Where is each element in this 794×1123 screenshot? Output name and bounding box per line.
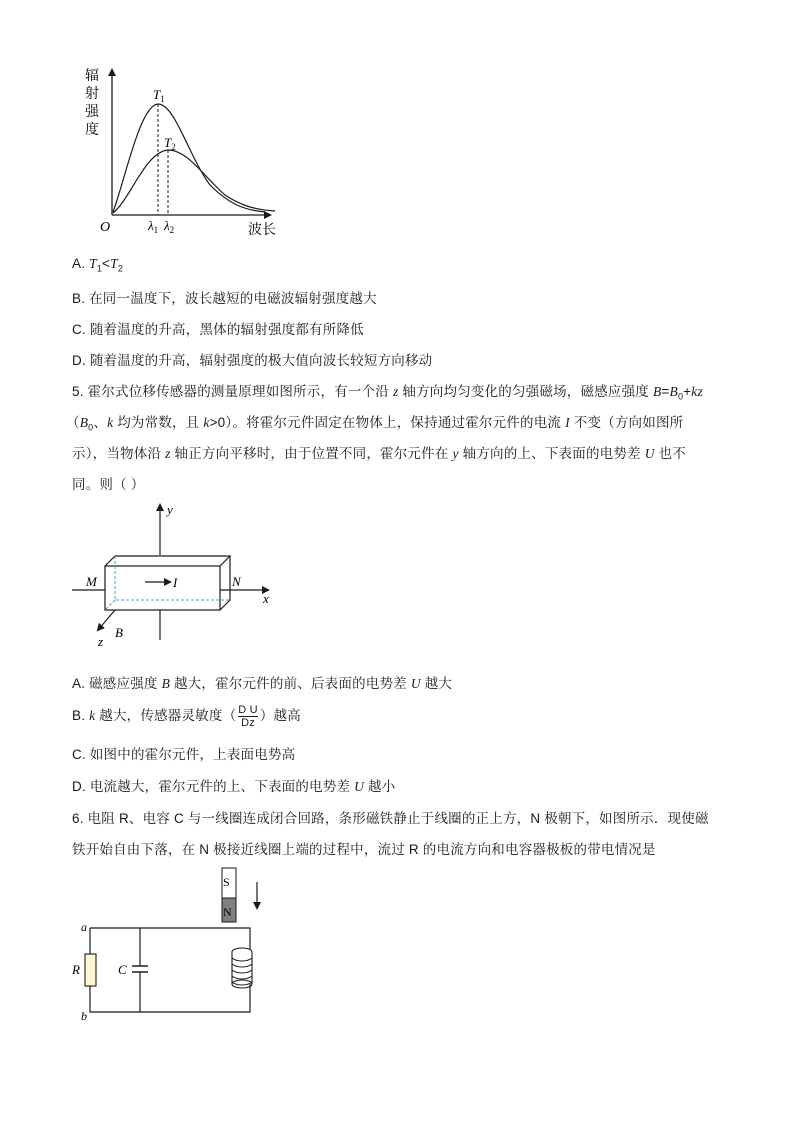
- x-axis-label: 波长: [248, 223, 276, 238]
- y-axis-label-char: 射: [85, 87, 99, 102]
- circuit-wire-top: [90, 928, 250, 950]
- current-label: I: [173, 575, 178, 590]
- terminal-b-label: b: [81, 1009, 87, 1023]
- label-n: N: [232, 574, 241, 589]
- q5-option-d: D. 电流越大，霍尔元件的上、下表面的电势差 U 越小: [72, 779, 396, 794]
- hall-element-front: [105, 566, 220, 610]
- hall-element-top: [105, 556, 230, 566]
- q5-option-b: B. k 越大，传感器灵敏度（ $\frac{\text{D U}}{Dz}$ ）越高: [72, 704, 301, 729]
- label-m: M: [86, 574, 97, 589]
- magnetic-field-label: B: [115, 625, 123, 640]
- y-axis-label-char: 强: [85, 105, 99, 120]
- magnet-s-label: S: [223, 875, 230, 889]
- q4-option-b: B. 在同一温度下，波长越短的电磁波辐射强度越大: [72, 291, 377, 306]
- peak-label-2: $\lambda_2$: [164, 218, 175, 235]
- x-axis-label: x: [263, 591, 269, 606]
- resistor: [85, 954, 96, 986]
- hall-element-diagram: [60, 500, 290, 650]
- rc-coil-circuit-diagram: [70, 862, 290, 1027]
- q5-option-c: C. 如图中的霍尔元件，上表面电势高: [72, 747, 296, 762]
- magnet-n-label: N: [223, 905, 232, 919]
- y-axis-label: y: [167, 502, 173, 517]
- q4-option-c: C. 随着温度的升高，黑体的辐射强度都有所降低: [72, 322, 364, 337]
- coil: [232, 948, 252, 988]
- origin-label: O: [100, 220, 111, 235]
- circuit-wire-loop: [90, 928, 250, 1012]
- q5-stem-line-3: 示），当物体沿 z 轴正方向平移时，由于位置不同，霍尔元件在 y 轴方向的上、下表面的电势差 U 也不: [72, 446, 687, 461]
- z-axis: [98, 610, 115, 630]
- curve-t2: [113, 150, 275, 213]
- q5-option-a: A. 磁感应强度 B 越大，霍尔元件的前、后表面的电势差 U 越大: [72, 676, 453, 691]
- sensitivity-fraction: $\frac{\text{D U}}{Dz}$: [238, 704, 258, 729]
- y-axis-label-char: 度: [85, 123, 99, 138]
- q4-option-a: A. $T_1<T_2$: [72, 256, 124, 274]
- capacitor-label: C: [118, 962, 127, 977]
- z-axis-label: z: [98, 634, 104, 649]
- resistor-label: R: [72, 962, 80, 977]
- y-axis-label-char: 辐: [85, 69, 99, 84]
- q5-stem-line-1: 5. 霍尔式位移传感器的测量原理如图所示，有一个沿 z 轴方向均匀变化的匀强磁场，磁感应强度 $B=B_0+kz$: [72, 384, 703, 402]
- curve-t1: [113, 104, 265, 212]
- q4-option-d: D. 随着温度的升高，辐射强度的极大值向波长较短方向移动: [72, 353, 433, 368]
- blackbody-radiation-graph: [80, 60, 300, 245]
- curve-label-t2: $T_2$: [164, 135, 176, 152]
- q5-stem-line-4: 同。则（ ）: [72, 477, 145, 492]
- peak-label-1: $\lambda_1$: [148, 218, 159, 235]
- q6-stem-line-2: 铁开始自由下落，在 N 极接近线圈上端的过程中，流过 R 的电流方向和电容器极板的带电情况是: [72, 842, 656, 857]
- q5-stem-line-2: （$B_0$、k 均为常数，且 k>0）。将霍尔元件固定在物体上，保持通过霍尔元件的电流 I 不变（方向如图所: [66, 415, 684, 433]
- q6-stem-line-1: 6. 电阻 R、电容 C 与一线圈连成闭合回路，条形磁铁静止于线圈的正上方，N 极朝下，如图所示．现使磁: [72, 811, 709, 826]
- curve-label-t1: $T_1$: [153, 87, 165, 104]
- terminal-a-label: a: [81, 920, 87, 934]
